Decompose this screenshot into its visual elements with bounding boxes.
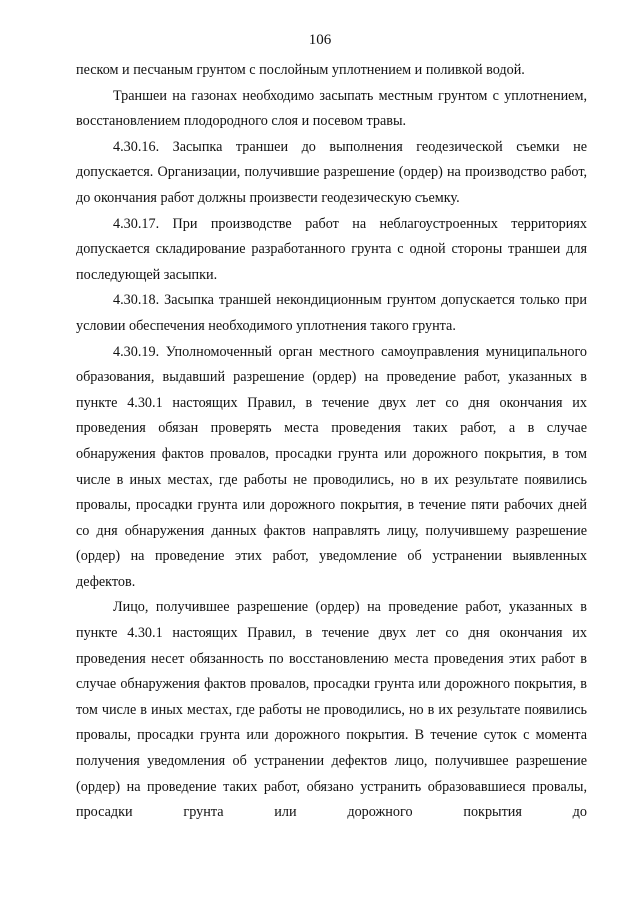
paragraph-4-30-18: 4.30.18. Засыпка траншей некондиционным грунтом допускается только при условии обеспечения необходимого уплотнения такого грунта. xyxy=(76,292,587,334)
paragraph-4-30-19: 4.30.19. Уполномоченный орган местного самоуправления муниципального образования, выдавший разрешение (ордер) на проведение работ, указанных в пункте 4.30.1 настоящих Правил, в течение двух лет со дня окончания их проведения обязан проверять места проведения таких работ, а в случае обнаружения фактов провалов, просадки грунта или дорожного покрытия, в том числе в иных местах, где работы не проводились, но в их результате появились провалы, просадки грунта или дорожного покрытия, в течение пяти рабочих дней со дня обнаружения данных фактов направлять лицу, получившему разрешение (ордер) на проведение этих работ, уведомление об устранении выявленных дефектов. xyxy=(76,343,587,590)
paragraph-permit-holder-obligation: Лицо, получившее разрешение (ордер) на проведение работ, указанных в пункте 4.30.1 настоящих Правил, в течение двух лет со дня окончания их проведения несет обязанность по восстановлению места проведения этих работ в случае обнаружения фактов провалов, просадки грунта или дорожного покрытия, в том числе в иных местах, где работы не проводились, но в их результате появились провалы, просадки грунта или дорожного покрытия. В течение суток с момента получения уведомления об устранении дефектов лицо, получившее разрешение (ордер) на проведение таких работ, обязано устранить образовавшиеся провалы, просадки грунта или дорожного покрытия до xyxy=(76,599,587,821)
page-number: 106 xyxy=(308,32,332,48)
document-body xyxy=(76,58,587,826)
paragraph-continuation: песком и песчаным грунтом с послойным уплотнением и поливкой водой. xyxy=(76,62,525,78)
paragraph-4-30-17: 4.30.17. При производстве работ на неблагоустроенных территориях допускается складирование разработанного грунта с одной стороны траншеи для последующей засыпки. xyxy=(76,215,587,283)
paragraph-trench-lawns: Траншеи на газонах необходимо засыпать местным грунтом с уплотнением, восстановлением плодородного слоя и посевом травы. xyxy=(76,87,587,130)
paragraph-4-30-16: 4.30.16. Засыпка траншеи до выполнения геодезической съемки не допускается. Организации, получившие разрешение (ордер) на производство работ, до окончания работ должны произвести геодезическую съемку. xyxy=(76,138,587,206)
